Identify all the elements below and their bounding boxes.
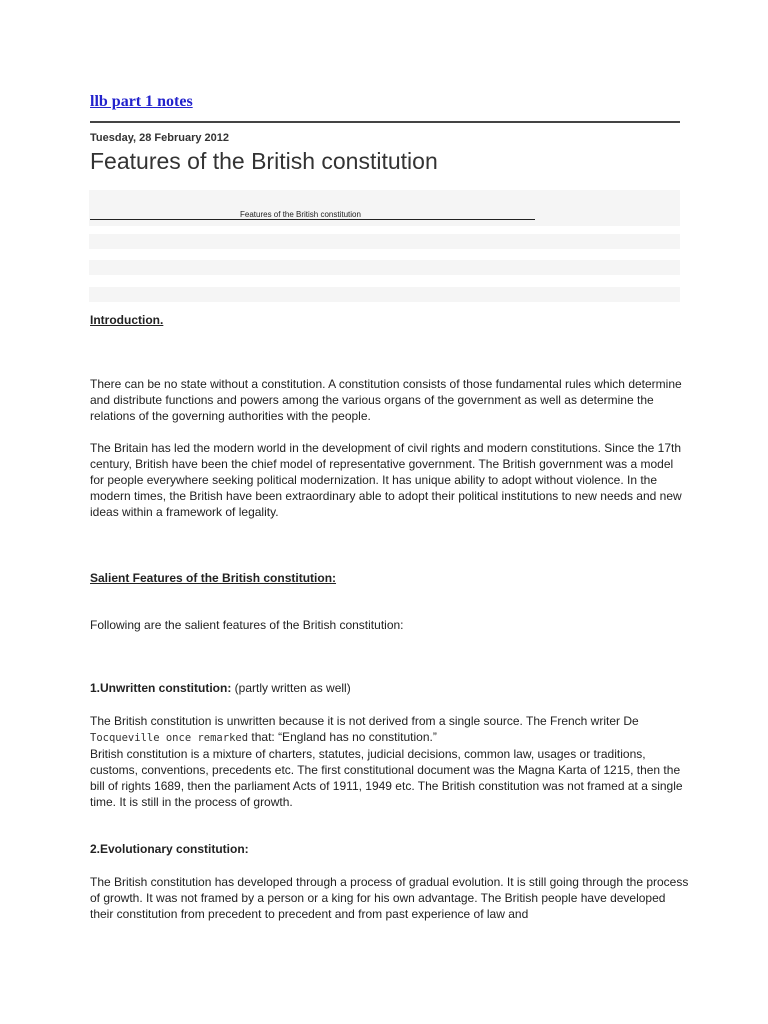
box-title: Features of the British constitution	[240, 210, 361, 219]
salient-features-heading: Salient Features of the British constitution:	[90, 571, 337, 585]
feature-2-title: 2.Evolutionary constitution:	[90, 842, 249, 856]
blog-title-link[interactable]: llb part 1 notes	[90, 93, 193, 110]
intro-paragraph-1: There can be no state without a constitution. A constitution consists of those fundamental rules which determine and distribute functions and powers among the various organs of the government as well as determine the relations of the governing authorities with the people.	[90, 377, 682, 423]
feature-1-text-start: The British constitution is unwritten because it is not derived from a single source. The French writer De	[90, 714, 639, 728]
salient-lead-paragraph: Following are the salient features of the British constitution:	[90, 618, 404, 632]
shaded-band	[89, 287, 680, 302]
feature-1-title: 1.Unwritten constitution:	[90, 681, 232, 695]
intro-paragraph-2: The Britain has led the modern world in the development of civil rights and modern constitutions. Since the 17th century, British have been the chief model of representative government. The British government was a model for people everywhere seeking political modernization. It has unique ability to adopt without violence. In the modern times, the British have been extraordinary able to adopt their political institutions to new needs and new ideas within a framework of legality.	[90, 441, 682, 519]
header-divider	[90, 121, 680, 123]
feature-1-text-rest: British constitution is a mixture of charters, statutes, judicial decisions, common law, usages or traditions, customs, conventions, precedents etc. The first constitutional document was the Magna Karta of 1215, then the bill of rights 1689, then the parliament Acts of 1911, 1949 etc. The British constitution was not framed at a single time. It is still in the process of growth.	[90, 747, 683, 809]
post-date: Tuesday, 28 February 2012	[90, 132, 229, 144]
feature-1-mono-text: Tocqueville once remarked	[90, 732, 249, 744]
feature-1-note: (partly written as well)	[231, 681, 351, 695]
feature-2-paragraph: The British constitution has developed through a process of gradual evolution. It is still going through the process of growth. It was not framed by a person or a king for his own advantage. The British people have developed their constitution from precedent to precedent and from past experience of law and	[90, 875, 689, 921]
title-box-background	[89, 190, 680, 226]
feature-1-paragraph	[90, 713, 690, 810]
introduction-heading: Introduction.	[90, 313, 164, 327]
title-box-underline	[90, 219, 535, 220]
shaded-band	[89, 234, 680, 249]
shaded-band	[89, 260, 680, 275]
post-title: Features of the British constitution	[90, 148, 438, 174]
feature-1-heading	[90, 681, 351, 695]
feature-2-heading	[90, 842, 249, 856]
feature-1-quote: that: “England has no constitution.”	[248, 730, 437, 744]
